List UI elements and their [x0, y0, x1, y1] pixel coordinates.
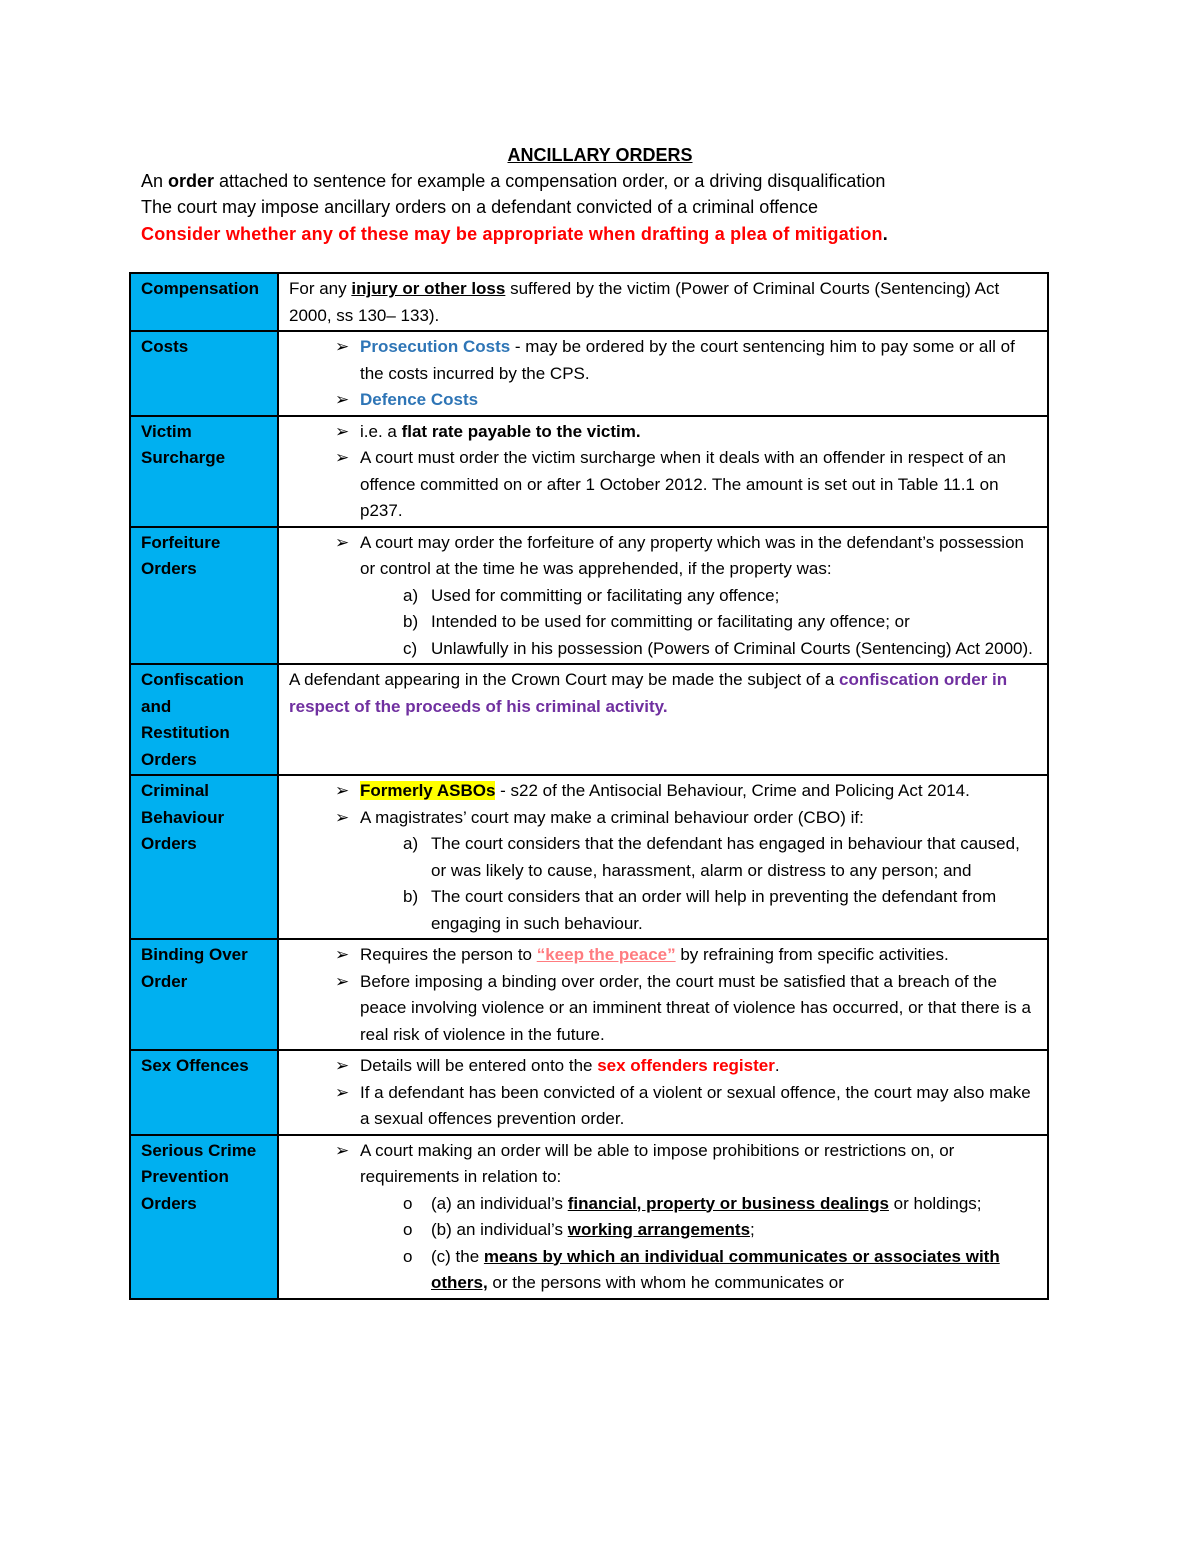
arrow-bullet-icon: ➢: [335, 945, 350, 964]
arrow-bullet-icon: ➢: [335, 971, 350, 991]
arrow-bullet-icon: ➢: [335, 807, 350, 827]
row-content: [278, 1050, 1048, 1135]
arrow-bullet-icon: ➢: [335, 421, 350, 441]
arrow-bullet-icon: ➢: [335, 448, 350, 467]
list-item: ➢ i.e. a flat rate payable to the victim.: [289, 419, 1039, 446]
row-content: [278, 775, 1048, 939]
table-row-victim-surcharge: [130, 416, 1048, 527]
sub-item: o (a) an individual’s financial, property or business dealings or holdings;: [289, 1191, 1039, 1218]
arrow-bullet-icon: ➢: [335, 781, 350, 800]
list-item: ➢ If a defendant has been convicted of a violent or sexual offence, the court may also make a sexual offences prevention order.: [289, 1080, 1039, 1133]
row-label: Costs: [130, 331, 278, 416]
row-label: Forfeiture Orders: [130, 527, 278, 665]
list-item: ➢ Prosecution Costs - may be ordered by the court sentencing him to pay some or all of the costs incurred by the CPS.: [289, 334, 1039, 387]
row-content: A defendant appearing in the Crown Court may be made the subject of a confiscation order in respect of the proceeds of his criminal activity.: [278, 664, 1048, 775]
list-item: ➢ Requires the person to “keep the peace” by refraining from specific activities.: [289, 942, 1039, 969]
row-content: [278, 939, 1048, 1050]
sub-item: c) Unlawfully in his possession (Powers of Criminal Courts (Sentencing) Act 2000).: [403, 638, 1033, 658]
row-label: Serious Crime Prevention Orders: [130, 1135, 278, 1299]
list-item: ➢ A court may order the forfeiture of any property which was in the defendant’s possession or control at the time he was apprehended, if the property was:: [289, 530, 1039, 583]
row-label: Compensation: [130, 273, 278, 331]
row-content: [278, 331, 1048, 416]
table-row-confiscation: [130, 664, 1048, 775]
highlighted-text: Formerly ASBOs: [360, 781, 496, 800]
list-item: ➢ Formerly ASBOs - s22 of the Antisocial Behaviour, Crime and Policing Act 2014.: [289, 778, 1039, 805]
list-item: ➢ A magistrates’ court may make a criminal behaviour order (CBO) if:: [289, 805, 1039, 832]
circle-bullet-icon: o: [403, 1193, 413, 1213]
sub-item: o (c) the means by which an individual communicates or associates with others, or the persons with whom he communicates or: [289, 1244, 1039, 1297]
table-row-sex-offences: [130, 1050, 1048, 1135]
arrow-bullet-icon: ➢: [335, 532, 350, 552]
row-label: Criminal Behaviour Orders: [130, 775, 278, 939]
ancillary-orders-table: [129, 272, 1049, 1300]
list-item: ➢ Before imposing a binding over order, the court must be satisfied that a breach of the peace involving violence or an imminent threat of violence has occurred, or that there is a real risk of violence in the future.: [289, 969, 1039, 1049]
arrow-bullet-icon: ➢: [335, 1140, 350, 1160]
circle-bullet-icon: o: [403, 1246, 413, 1266]
row-content: [278, 527, 1048, 665]
row-label: Confiscation and Restitution Orders: [130, 664, 278, 775]
sub-item: b) Intended to be used for committing or facilitating any offence; or: [403, 612, 910, 631]
arrow-bullet-icon: ➢: [335, 390, 350, 409]
row-label: Victim Surcharge: [130, 416, 278, 527]
sub-item: a) Used for committing or facilitating any offence;: [403, 585, 780, 605]
arrow-bullet-icon: ➢: [335, 1082, 350, 1102]
page-title: ANCILLARY ORDERS: [507, 145, 693, 165]
intro-line-3: Consider whether any of these may be appropriate when drafting a plea of mitigation.: [141, 224, 888, 244]
list-item: ➢ Details will be entered onto the sex offenders register.: [289, 1053, 1039, 1080]
arrow-bullet-icon: ➢: [335, 1056, 350, 1075]
table-row-criminal-behaviour: [130, 775, 1048, 939]
sub-item: b) The court considers that an order will help in preventing the defendant from engaging in such behaviour.: [403, 887, 997, 933]
row-content: [278, 1135, 1048, 1299]
table-row-binding-over: [130, 939, 1048, 1050]
arrow-bullet-icon: ➢: [335, 337, 350, 356]
intro-line-2: The court may impose ancillary orders on a defendant convicted of a criminal offence: [141, 197, 819, 217]
table-row-costs: [130, 331, 1048, 416]
row-label: Sex Offences: [130, 1050, 278, 1135]
table-row-forfeiture: [130, 527, 1048, 665]
table-row-serious-crime: [130, 1135, 1048, 1299]
sub-item: o (b) an individual’s working arrangements;: [289, 1217, 1039, 1244]
row-label: Binding Over Order: [130, 939, 278, 1050]
row-content: [278, 416, 1048, 527]
table-row-compensation: [130, 273, 1048, 331]
row-content: For any injury or other loss suffered by the victim (Power of Criminal Courts (Sentencing) Act 2000, ss 130– 133).: [278, 273, 1048, 331]
sub-item: a) The court considers that the defendant has engaged in behaviour that caused, or was likely to cause, harassment, alarm or distress to any person; and: [403, 834, 1020, 880]
intro-line-1: An order attached to sentence for example a compensation order, or a driving disqualification: [141, 171, 886, 191]
list-item: ➢ Defence Costs: [289, 387, 1039, 414]
list-item: ➢ A court making an order will be able to impose prohibitions or restrictions on, or requirements in relation to:: [289, 1138, 1039, 1191]
list-item: ➢ A court must order the victim surcharge when it deals with an offender in respect of an offence committed on or after 1 October 2012. The amount is set out in Table 11.1 on p237.: [289, 445, 1039, 525]
circle-bullet-icon: o: [403, 1220, 413, 1239]
